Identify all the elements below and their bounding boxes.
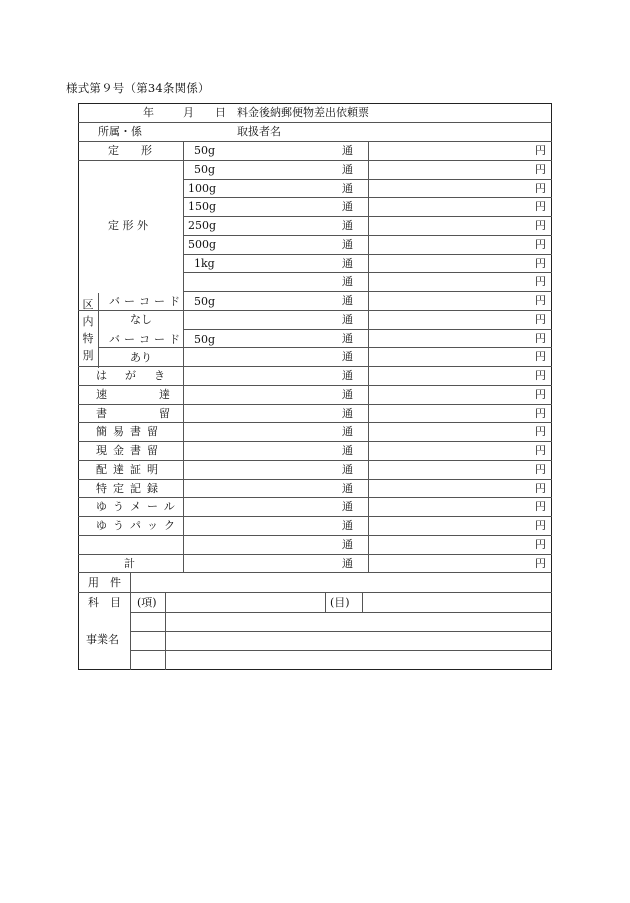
handler-label: 取扱者名 — [237, 125, 281, 138]
count-unit: 通 — [342, 557, 353, 570]
yen-unit: 円 — [535, 350, 546, 363]
teikeigai-weight: 500g — [188, 238, 217, 251]
grid-line — [78, 441, 552, 442]
day-label: 日 — [215, 106, 226, 119]
barcode-none-weight: 50g — [194, 295, 216, 308]
yen-unit: 円 — [535, 388, 546, 401]
year-label: 年 — [143, 106, 154, 119]
count-unit: 通 — [342, 332, 353, 345]
mail-type-label: ゆうメール — [96, 500, 181, 513]
barcode-yes-label-2: あり — [130, 351, 152, 364]
count-unit: 通 — [342, 463, 353, 476]
grid-line — [78, 160, 552, 161]
mail-type-label: ゆうパック — [96, 519, 181, 532]
kamoku-label: 科 目 — [88, 596, 121, 609]
count-unit: 通 — [342, 388, 353, 401]
grid-line — [78, 366, 552, 367]
teikei-label: 定 形 — [108, 144, 152, 157]
mail-type-label: 現金書留 — [96, 444, 164, 457]
yen-unit: 円 — [535, 182, 546, 195]
count-unit: 通 — [342, 238, 353, 251]
yen-unit: 円 — [535, 144, 546, 157]
grid-line — [78, 554, 552, 555]
teikeigai-weight: 250g — [188, 219, 217, 232]
yen-unit: 円 — [535, 425, 546, 438]
grid-line — [78, 404, 552, 405]
yen-unit: 円 — [535, 463, 546, 476]
yen-unit: 円 — [535, 313, 546, 326]
teikeigai-label: 定 形 外 — [108, 219, 148, 232]
grid-line — [183, 254, 552, 255]
yen-unit: 円 — [535, 407, 546, 420]
request-form-table — [78, 103, 552, 670]
count-unit: 通 — [342, 200, 353, 213]
yen-unit: 円 — [535, 163, 546, 176]
count-unit: 通 — [342, 294, 353, 307]
yen-unit: 円 — [535, 557, 546, 570]
count-unit: 通 — [342, 407, 353, 420]
barcode-none-label-1: バーコード — [109, 295, 184, 308]
yen-unit: 円 — [535, 538, 546, 551]
barcode-yes-weight: 50g — [194, 333, 216, 346]
yen-unit: 円 — [535, 444, 546, 457]
form-number: 様式第９号（第34条関係） — [66, 81, 210, 95]
grid-line — [183, 197, 552, 198]
mail-type-label: 配達証明 — [96, 463, 164, 476]
teikeigai-weight: 1kg — [194, 257, 215, 270]
count-unit: 通 — [342, 425, 353, 438]
grid-line — [183, 291, 552, 292]
dept-label: 所属・係 — [98, 125, 142, 138]
count-unit: 通 — [342, 163, 353, 176]
count-unit: 通 — [342, 538, 353, 551]
count-unit: 通 — [342, 519, 353, 532]
count-unit: 通 — [342, 144, 353, 157]
yen-unit: 円 — [535, 275, 546, 288]
total-label: 計 — [124, 557, 135, 570]
count-unit: 通 — [342, 275, 353, 288]
moku-label: (目) — [330, 596, 350, 609]
grid-line — [78, 497, 552, 498]
yen-unit: 円 — [535, 519, 546, 532]
yen-unit: 円 — [535, 219, 546, 232]
yen-unit: 円 — [535, 200, 546, 213]
count-unit: 通 — [342, 369, 353, 382]
mail-type-label: 書留 — [96, 407, 222, 420]
count-unit: 通 — [342, 257, 353, 270]
teikeigai-weight: 150g — [188, 200, 217, 213]
yen-unit: 円 — [535, 257, 546, 270]
count-unit: 通 — [342, 500, 353, 513]
yen-unit: 円 — [535, 500, 546, 513]
month-label: 月 — [183, 106, 194, 119]
yen-unit: 円 — [535, 238, 546, 251]
youken-label: 用 件 — [88, 576, 121, 589]
grid-line — [78, 385, 552, 386]
mail-type-label: 簡易書留 — [96, 425, 164, 438]
grid-line — [130, 650, 552, 651]
yen-unit: 円 — [535, 294, 546, 307]
teikeigai-weight: 100g — [188, 182, 217, 195]
barcode-yes-label-1: バーコード — [109, 333, 184, 346]
form-title: 料金後納郵便物差出依頼票 — [237, 106, 369, 119]
grid-line — [78, 422, 552, 423]
count-unit: 通 — [342, 313, 353, 326]
count-unit: 通 — [342, 444, 353, 457]
yen-unit: 円 — [535, 332, 546, 345]
grid-line — [183, 329, 552, 330]
yen-unit: 円 — [535, 369, 546, 382]
grid-line — [98, 347, 552, 348]
mail-type-label: 速達 — [96, 388, 222, 401]
grid-line — [183, 235, 552, 236]
mail-type-label: はがき — [96, 369, 183, 382]
grid-line — [78, 535, 552, 536]
grid-line — [78, 460, 552, 461]
mail-type-label: 特定記録 — [96, 482, 164, 495]
barcode-none-label-2: なし — [130, 313, 152, 326]
count-unit: 通 — [342, 182, 353, 195]
count-unit: 通 — [342, 350, 353, 363]
teikeigai-weight: 50g — [194, 163, 216, 176]
grid-line — [78, 572, 552, 573]
grid-line — [183, 179, 552, 180]
kunai-tokubetsu-label: 区 内 特 別 — [82, 298, 94, 362]
grid-line — [78, 592, 552, 593]
yen-unit: 円 — [535, 482, 546, 495]
count-unit: 通 — [342, 482, 353, 495]
grid-line — [130, 612, 552, 613]
grid-line — [78, 479, 552, 480]
grid-line — [183, 216, 552, 217]
grid-line — [130, 631, 552, 632]
grid-line — [78, 516, 552, 517]
teikei-weight: 50g — [194, 144, 216, 157]
jigyo-label: 事業名 — [86, 633, 119, 646]
grid-line — [183, 272, 552, 273]
count-unit: 通 — [342, 219, 353, 232]
grid-line — [78, 310, 552, 311]
kou-label: (項) — [137, 596, 157, 609]
